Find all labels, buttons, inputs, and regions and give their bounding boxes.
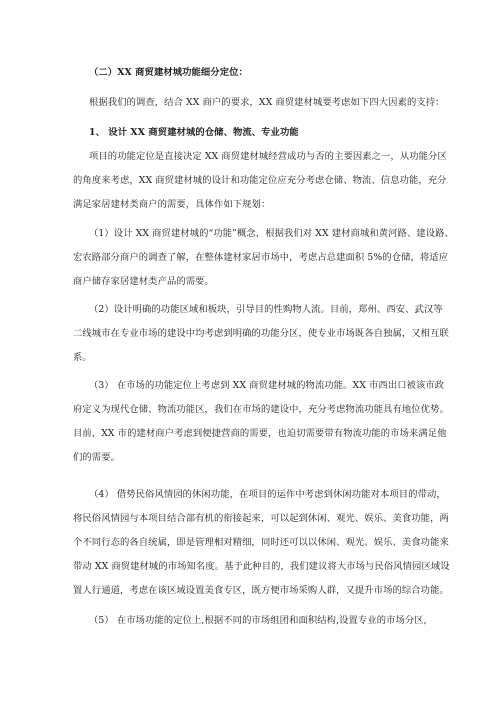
item-4-line-1: （4） 借势民俗风情园的休闲功能，在项目的运作中考虑到休闲功能对本项目的带动，	[89, 489, 446, 500]
item-4-line-3: 个不同行态的各自统属，即是管理相对精细，同时还可以以休闲、观光、娱乐、美食功能来	[73, 537, 449, 548]
item-4-line-2: 将民俗风情园与本项目结合部有机的衔接起来，可以起到休闲、观光、娱乐、美食功能，两	[73, 513, 449, 524]
item-2-line-3: 系。	[73, 352, 92, 363]
para-1-line-3: 满足家居建材类商户的需要，具体作如下规划：	[73, 199, 271, 210]
item-3-line-3: 目前，XX 市的建材商户考虑到便捷营商的需要，也迫切需要带有物流功能的市场来满足他	[73, 428, 447, 439]
intro-paragraph: 根据我们的调查，结合 XX 商户的要求，XX 商贸建材城要考虑如下四大因素的支持：	[89, 97, 445, 108]
item-4-line-5: 置人行通道，考虑在该区域设置美食专区，既方便市场采购人群，又提升市场的综合功能。	[73, 585, 449, 596]
item-3-line-4: 们的需要。	[73, 452, 120, 463]
item-3-line-2: 府定义为现代仓储、物流功能区，我们在市场的建设中，充分考虑物流功能具有地位优势。	[73, 404, 449, 415]
para-1-line-1: 项目的功能定位是直接决定 XX 商贸建材城经营成功与否的主要因素之一，从功能分区	[89, 151, 447, 162]
item-1-line-2: 宏农路部分商户的调查了解，在整体建材家居市场中，考虑占总建面积 5%的仓储，将适应	[73, 252, 449, 263]
point-1-heading: 1、 设计 XX 商贸建材城的仓储、物流、专业功能	[89, 127, 299, 138]
para-1-line-2: 的角度来考虑，XX 商贸建材城的设计和功能定位应充分考虑仓储、物流、信息功能，充分	[73, 175, 447, 186]
item-1-line-3: 商户储存家居建材类产品的需要。	[73, 276, 214, 287]
item-3-line-1: （3） 在市场的功能定位上考虑到 XX 商贸建材城的物流功能。XX 市西出口被该市政	[89, 380, 445, 391]
item-5-line-1: （5） 在市场功能的定位上,根据不同的市场组团和面积结构,设置专业的市场分区,	[89, 615, 427, 626]
section-heading: （二）XX 商贸建材城功能细分定位：	[89, 67, 248, 78]
item-2-line-1: （2）设计明确的功能区域和板块，引导目的性购物人流。目前，郑州、西安、武汉等	[89, 304, 443, 315]
item-1-line-1: （1）设计 XX 商贸建材城的“功能”概念，根据我们对 XX 建材商城和黄河路、建设路、	[89, 228, 454, 239]
item-2-line-2: 二线城市在专业市场的建设中均考虑到明确的功能分区，使专业市场既各自独属，又相互联	[73, 328, 449, 339]
item-4-line-4: 带动 XX 商贸建材城的市场知名度。基于此种目的，我们建议将大市场与民俗风情园区域设	[73, 561, 450, 572]
